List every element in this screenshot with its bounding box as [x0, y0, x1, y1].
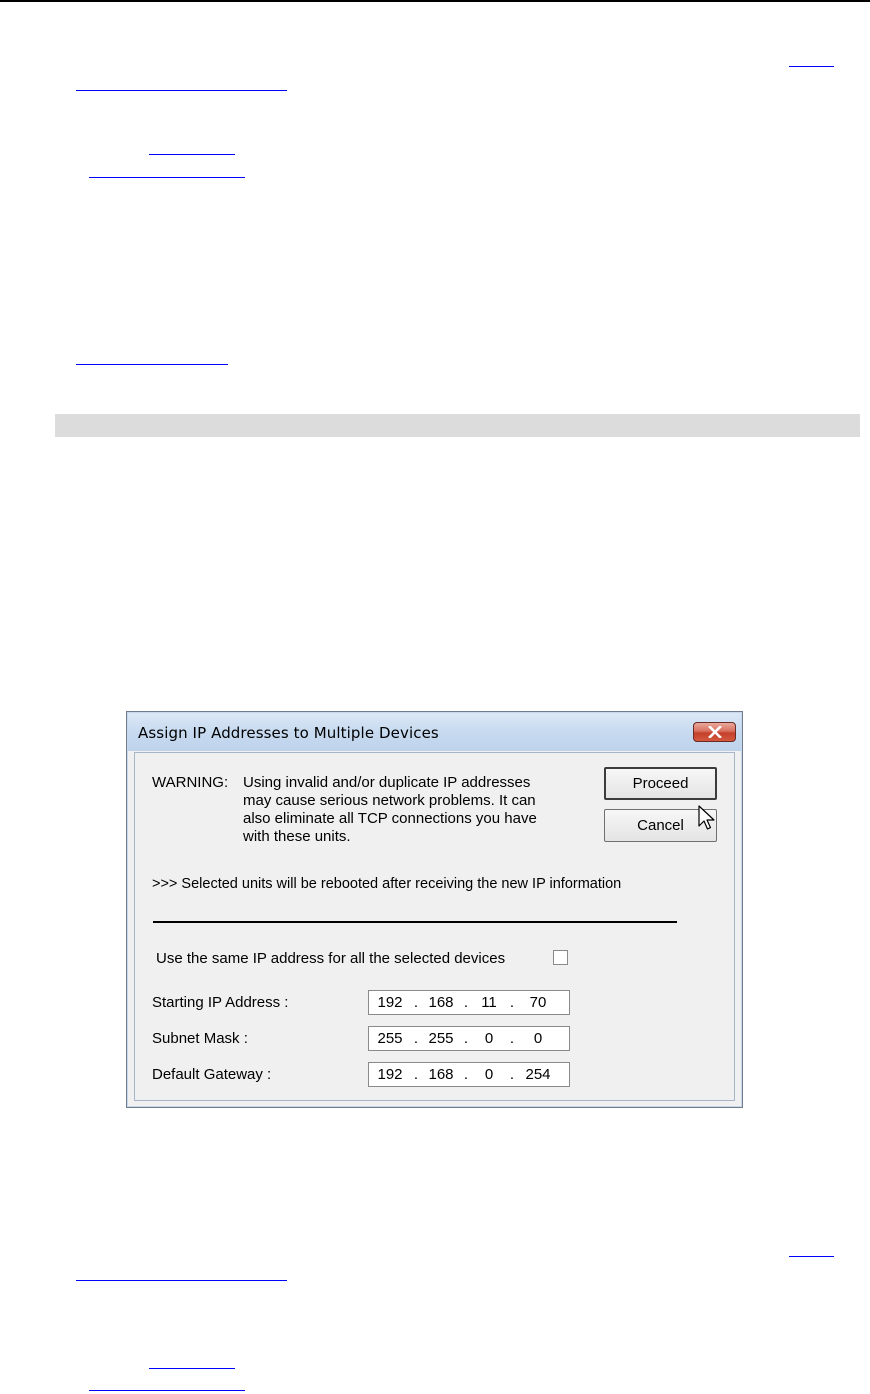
ip-octet: 255: [428, 1030, 454, 1047]
octet-separator: .: [463, 1066, 469, 1083]
close-button[interactable]: [693, 722, 736, 742]
subnet-mask-label: Subnet Mask :: [152, 1030, 248, 1047]
octet-separator: .: [509, 1066, 515, 1083]
starting-ip-label: Starting IP Address :: [152, 994, 289, 1011]
octet-separator: .: [413, 1066, 419, 1083]
assign-ip-dialog: [126, 711, 743, 1108]
link-fragment[interactable]: [76, 1267, 287, 1281]
ip-octet: 192: [377, 994, 403, 1011]
link-fragment[interactable]: [789, 53, 834, 67]
ip-octet: 254: [525, 1066, 551, 1083]
ip-octet: 11: [481, 994, 497, 1011]
warning-line: may cause serious network problems. It can: [243, 792, 536, 809]
same-ip-checkbox[interactable]: [553, 950, 568, 965]
octet-separator: .: [413, 994, 419, 1011]
same-ip-label: Use the same IP address for all the selected devices: [156, 950, 506, 967]
octet-separator: .: [509, 994, 515, 1011]
default-gateway-input[interactable]: [368, 1062, 570, 1087]
link-fragment[interactable]: [89, 164, 245, 178]
link-fragment[interactable]: [76, 77, 287, 91]
ip-octet: 255: [377, 1030, 403, 1047]
warning-line: with these units.: [243, 828, 351, 845]
link-fragment[interactable]: [149, 141, 235, 155]
octet-separator: .: [413, 1030, 419, 1047]
ip-octet: 168: [428, 994, 454, 1011]
starting-ip-input[interactable]: [368, 990, 570, 1015]
ip-octet: 0: [484, 1030, 494, 1047]
octet-separator: .: [463, 994, 469, 1011]
warning-line: also eliminate all TCP connections you have: [243, 810, 537, 827]
ip-octet: 0: [484, 1066, 494, 1083]
close-icon: [708, 726, 722, 738]
subnet-mask-input[interactable]: [368, 1026, 570, 1051]
octet-separator: .: [463, 1030, 469, 1047]
section-heading-bar: [55, 414, 860, 437]
reboot-notice: >>> Selected units will be rebooted after receiving the new IP information: [152, 876, 622, 892]
cancel-button[interactable]: Cancel: [604, 809, 717, 842]
octet-separator: .: [509, 1030, 515, 1047]
ip-octet: 168: [428, 1066, 454, 1083]
proceed-button[interactable]: Proceed: [604, 767, 717, 800]
dialog-client-area: [134, 752, 735, 1101]
warning-label: WARNING:: [152, 774, 229, 791]
link-fragment[interactable]: [789, 1243, 834, 1257]
ip-octet: 0: [533, 1030, 543, 1047]
separator: [153, 921, 677, 923]
ip-octet: 192: [377, 1066, 403, 1083]
link-fragment[interactable]: [76, 351, 228, 365]
page-header-rule: [0, 0, 870, 2]
link-fragment[interactable]: [149, 1355, 235, 1369]
default-gateway-label: Default Gateway :: [152, 1066, 272, 1083]
link-fragment[interactable]: [89, 1377, 245, 1391]
dialog-title: Assign IP Addresses to Multiple Devices: [138, 724, 439, 742]
warning-line: Using invalid and/or duplicate IP addresses: [243, 774, 531, 791]
mouse-pointer-icon: [698, 805, 716, 833]
dialog-titlebar[interactable]: [128, 713, 741, 751]
ip-octet: 70: [529, 994, 547, 1011]
